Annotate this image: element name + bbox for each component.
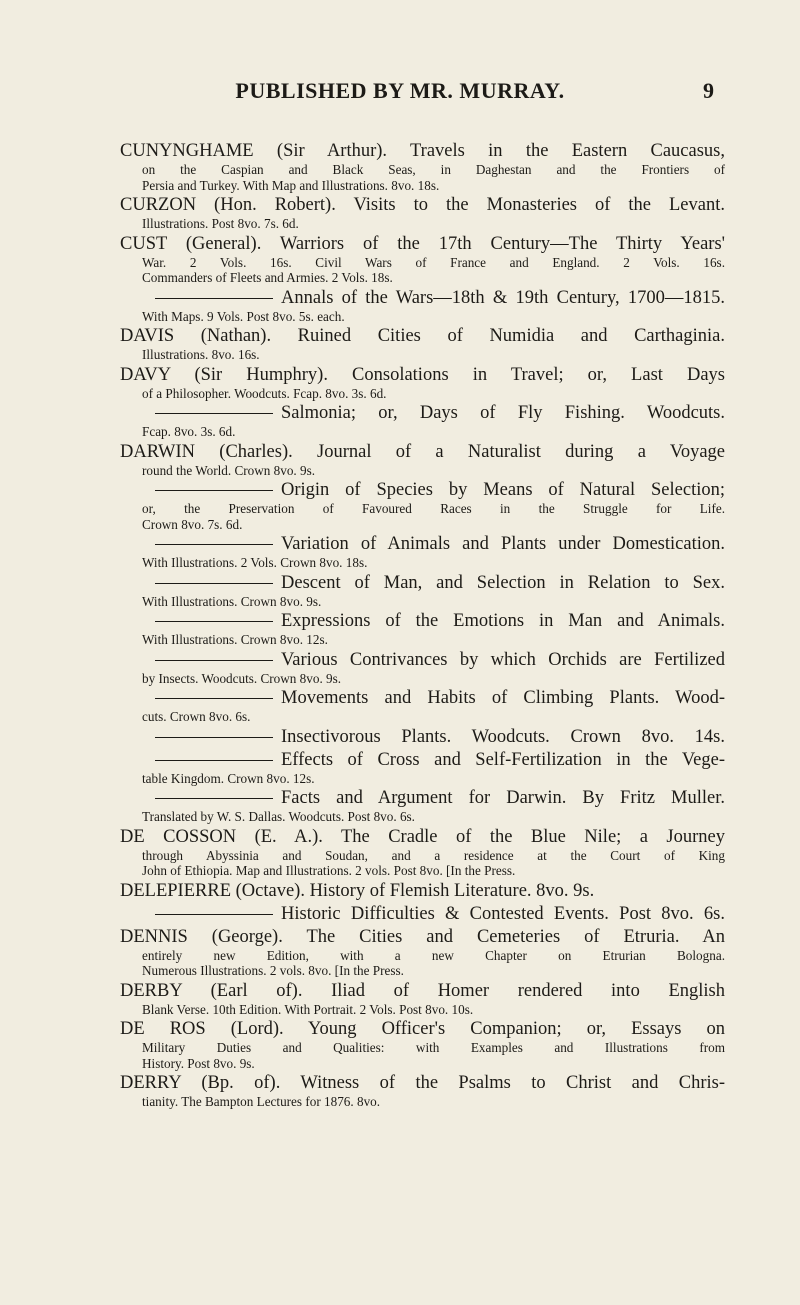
ditto-rule xyxy=(155,914,273,915)
entry-details: on the Caspian and Black Seas, in Daghestan and the Frontiers of xyxy=(142,162,725,177)
entry-details: Illustrations. 8vo. 16s. xyxy=(142,347,260,362)
catalogue-entry xyxy=(120,880,725,902)
catalogue-entry xyxy=(120,140,725,193)
entry-details: With Illustrations. Crown 8vo. 12s. xyxy=(142,632,328,647)
entry-details: History. Post 8vo. 9s. xyxy=(142,1055,255,1071)
ditto-rule xyxy=(155,621,273,622)
catalogue-entry xyxy=(120,533,725,571)
entry-details: With Illustrations. Crown 8vo. 9s. xyxy=(142,593,322,609)
entry-title-text: DAVY (Sir Humphry). Consolations in Travel; or, Last Days xyxy=(120,364,725,385)
entry-details: With Illustrations. 2 Vols. Crown 8vo. 18s. xyxy=(142,555,368,570)
entry-continued-title xyxy=(120,533,725,555)
page-header xyxy=(0,78,800,108)
ditto-rule xyxy=(155,298,273,299)
entry-details: Translated by W. S. Dallas. Woodcuts. Post 8vo. 6s. xyxy=(142,809,415,824)
catalogue-entry xyxy=(120,649,725,687)
entry-heading xyxy=(120,140,725,162)
entry-details: by Insects. Woodcuts. Crown 8vo. 9s. xyxy=(142,670,342,686)
ditto-rule xyxy=(155,760,273,761)
catalogue-entry xyxy=(120,787,725,825)
entry-heading xyxy=(120,1072,725,1094)
entry-title-text: Insectivorous Plants. Woodcuts. Crown 8vo. 14s. xyxy=(281,726,725,747)
ditto-rule xyxy=(155,660,273,661)
entry-title-text: DERRY (Bp. of). Witness of the Psalms to Christ and Chris- xyxy=(120,1073,725,1093)
entry-heading xyxy=(120,980,725,1002)
ditto-rule xyxy=(155,544,273,545)
entry-details: Crown 8vo. 7s. 6d. xyxy=(142,516,243,532)
entry-details: Fcap. 8vo. 3s. 6d. xyxy=(142,424,236,439)
entry-continued-title xyxy=(120,903,725,925)
entry-heading xyxy=(120,926,725,948)
entry-heading xyxy=(120,325,725,347)
entry-details: Illustrations. Post 8vo. 7s. 6d. xyxy=(142,216,299,231)
ditto-rule xyxy=(155,737,273,738)
entry-title-text: DE ROS (Lord). Young Officer's Companion; or, Essays on xyxy=(120,1019,725,1039)
entry-details: Military Duties and Qualities: with Examples and Illustrations from xyxy=(142,1040,725,1055)
page-number: 9 xyxy=(703,78,714,103)
entry-continued-title xyxy=(120,402,725,424)
entry-details: entirely new Edition, with a new Chapter on Etrurian Bologna. xyxy=(142,947,725,963)
entry-continued-title xyxy=(120,749,725,771)
ditto-rule xyxy=(155,698,273,699)
ditto-rule xyxy=(155,490,273,491)
catalogue-entry xyxy=(120,441,725,479)
entry-heading xyxy=(120,880,725,902)
catalogue-entry xyxy=(120,687,725,725)
entry-continued-title xyxy=(120,649,725,671)
entry-heading xyxy=(120,364,725,386)
entry-title-text: DAVIS (Nathan). Ruined Cities of Numidia and Carthaginia. xyxy=(120,326,725,346)
entry-title-text: CUNYNGHAME (Sir Arthur). Travels in the Eastern Caucasus, xyxy=(120,141,725,161)
entry-details: War. 2 Vols. 16s. Civil Wars of France and England. 2 Vols. 16s. xyxy=(142,254,725,270)
entry-heading xyxy=(120,441,725,463)
catalogue-entry xyxy=(120,572,725,610)
catalogue-entry xyxy=(120,402,725,440)
catalogue-entry xyxy=(120,926,725,979)
catalogue-entry xyxy=(120,749,725,787)
entry-continued-title xyxy=(120,726,725,748)
entry-title-text: CURZON (Hon. Robert). Visits to the Monasteries of the Levant. xyxy=(120,195,725,215)
entry-continued-title xyxy=(120,479,725,501)
entry-title-text: DENNIS (George). The Cities and Cemeteries of Etruria. An xyxy=(120,926,725,947)
entry-details: through Abyssinia and Soudan, and a residence at the Court of King xyxy=(142,847,725,863)
running-head: PUBLISHED BY MR. MURRAY. xyxy=(235,78,565,103)
catalogue-entry xyxy=(120,325,725,363)
entry-title-text: DELEPIERRE (Octave). History of Flemish Literature. 8vo. 9s. xyxy=(120,880,595,901)
entry-title-text: Variation of Animals and Plants under Domestication. xyxy=(281,534,725,554)
entry-title-text: Various Contrivances by which Orchids are Fertilized xyxy=(281,649,725,670)
catalogue-entry xyxy=(120,233,725,286)
catalogue-entries xyxy=(120,140,725,1111)
entry-title-text: Annals of the Wars—18th & 19th Century, 1700—1815. xyxy=(281,287,725,308)
entry-title-text: CUST (General). Warriors of the 17th Century—The Thirty Years' xyxy=(120,233,725,254)
catalogue-entry xyxy=(120,903,725,925)
entry-title-text: Expressions of the Emotions in Man and Animals. xyxy=(281,611,725,631)
catalogue-entry xyxy=(120,1018,725,1071)
entry-title-text: Historic Difficulties & Contested Events. Post 8vo. 6s. xyxy=(281,903,725,924)
entry-title-text: Descent of Man, and Selection in Relation to Sex. xyxy=(281,572,725,593)
catalogue-entry xyxy=(120,610,725,648)
entry-title-text: Facts and Argument for Darwin. By Fritz Muller. xyxy=(281,788,725,808)
entry-details: of a Philosopher. Woodcuts. Fcap. 8vo. 3s. 6d. xyxy=(142,385,387,401)
entry-details: John of Ethiopia. Map and Illustrations. 2 vols. Post 8vo. [In the Press. xyxy=(142,863,516,878)
entry-heading xyxy=(120,194,725,216)
catalogue-entry xyxy=(120,194,725,232)
entry-title-text: Origin of Species by Means of Natural Selection; xyxy=(281,480,725,500)
entry-title-text: Movements and Habits of Climbing Plants. Wood- xyxy=(281,688,725,708)
entry-title-text: DERBY (Earl of). Iliad of Homer rendered into English xyxy=(120,980,725,1001)
entry-details: Persia and Turkey. With Map and Illustrations. 8vo. 18s. xyxy=(142,177,440,193)
entry-details: round the World. Crown 8vo. 9s. xyxy=(142,462,316,478)
entry-details: cuts. Crown 8vo. 6s. xyxy=(142,709,251,724)
entry-details: Blank Verse. 10th Edition. With Portrait. 2 Vols. Post 8vo. 10s. xyxy=(142,1001,474,1017)
entry-continued-title xyxy=(120,610,725,632)
ditto-rule xyxy=(155,583,273,584)
catalogue-entry xyxy=(120,826,725,879)
entry-details: Numerous Illustrations. 2 vols. 8vo. [In the Press. xyxy=(142,963,404,978)
entry-title-text: DE COSSON (E. A.). The Cradle of the Blue Nile; a Journey xyxy=(120,826,725,847)
entry-heading xyxy=(120,1018,725,1040)
entry-continued-title xyxy=(120,572,725,594)
catalogue-entry xyxy=(120,980,725,1018)
entry-title-text: Effects of Cross and Self-Fertilization in the Vege- xyxy=(281,749,725,770)
entry-title-text: Salmonia; or, Days of Fly Fishing. Woodcuts. xyxy=(281,403,725,423)
catalogue-entry xyxy=(120,1072,725,1110)
entry-heading xyxy=(120,826,725,848)
entry-details: table Kingdom. Crown 8vo. 12s. xyxy=(142,770,315,786)
ditto-rule xyxy=(155,413,273,414)
entry-continued-title xyxy=(120,787,725,809)
entry-continued-title xyxy=(120,687,725,709)
entry-details: With Maps. 9 Vols. Post 8vo. 5s. each. xyxy=(142,308,345,324)
entry-details: or, the Preservation of Favoured Races in the Struggle for Life. xyxy=(142,501,725,516)
catalogue-entry xyxy=(120,287,725,325)
catalogue-entry xyxy=(120,479,725,532)
entry-heading xyxy=(120,233,725,255)
catalogue-entry xyxy=(120,364,725,402)
entry-continued-title xyxy=(120,287,725,309)
entry-title-text: DARWIN (Charles). Journal of a Naturalist during a Voyage xyxy=(120,441,725,462)
entry-details: Commanders of Fleets and Armies. 2 Vols. 18s. xyxy=(142,270,393,285)
ditto-rule xyxy=(155,798,273,799)
entry-details: tianity. The Bampton Lectures for 1876. 8vo. xyxy=(142,1094,381,1109)
catalogue-entry xyxy=(120,726,725,748)
